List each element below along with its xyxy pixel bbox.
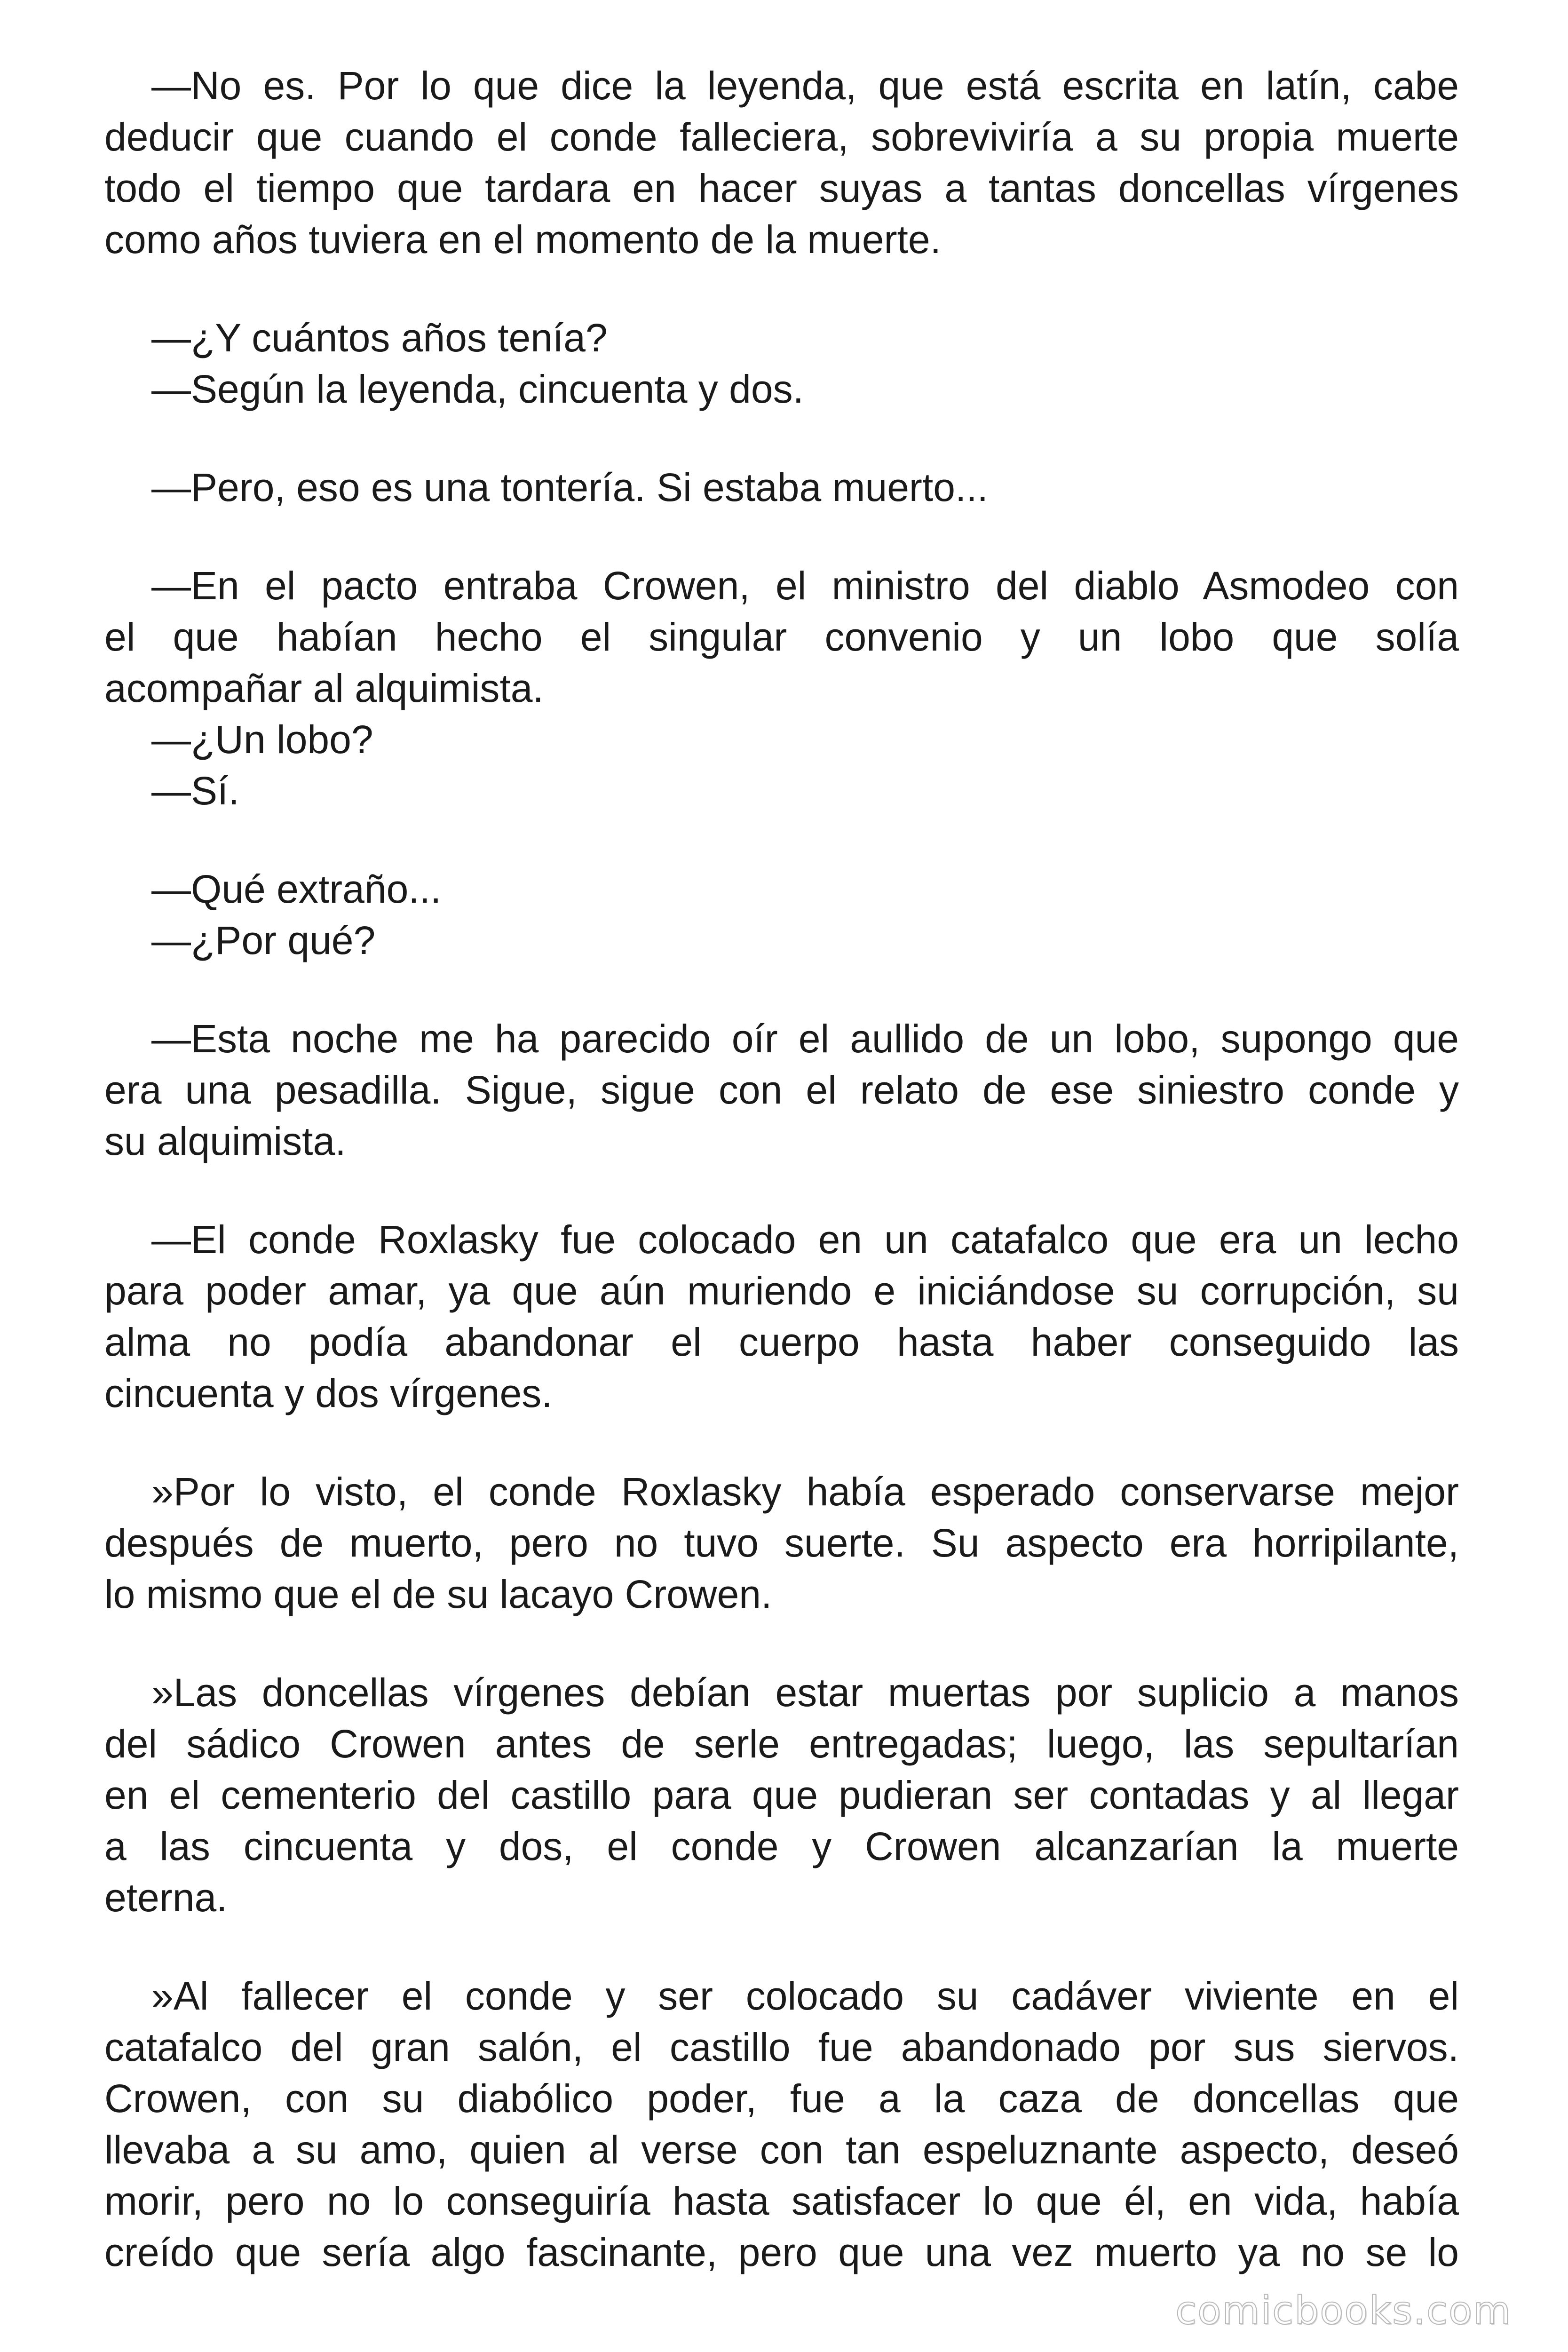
text-line: —Pero, eso es una tontería. Si estaba muerto... <box>151 465 988 509</box>
page-body <box>104 60 1459 2325</box>
paragraph <box>104 864 1459 966</box>
paragraph <box>104 1013 1459 1167</box>
watermark: comicbooks.com <box>1175 2288 1512 2333</box>
text-line: —Qué extraño... <box>151 867 442 911</box>
paragraph <box>104 560 1459 817</box>
text-line: »Al fallecer el conde y ser colocado su cadáver viviente en el <box>151 1974 1459 2018</box>
paragraph <box>104 1466 1459 1620</box>
text-line: —El conde Roxlasky fue colocado en un catafalco que era un lecho <box>151 1217 1459 1262</box>
text-line: era una pesadilla. Sigue, sigue con el relato de ese siniestro conde y <box>104 1068 1459 1112</box>
text-line: del sádico Crowen antes de serle entregadas; luego, las sepultarían <box>104 1722 1459 1766</box>
text-line: en el cementerio del castillo para que pudieran ser contadas y al llegar <box>104 1773 1459 1817</box>
text-line: todo el tiempo que tardara en hacer suyas a tantas doncellas vírgenes <box>104 166 1459 210</box>
text-line: lo mismo que el de su lacayo Crowen. <box>104 1572 772 1616</box>
text-line: a las cincuenta y dos, el conde y Crowen alcanzarían la muerte <box>104 1824 1459 1868</box>
paragraph <box>104 60 1459 265</box>
text-line: acompañar al alquimista. <box>104 666 544 710</box>
text-line: alma no podía abandonar el cuerpo hasta haber conseguido las <box>104 1320 1459 1364</box>
text-line: —Según la leyenda, cincuenta y dos. <box>151 367 804 411</box>
text-line: —¿Un lobo? <box>151 717 373 762</box>
text-line: catafalco del gran salón, el castillo fue abandonado por sus siervos. <box>104 2025 1459 2069</box>
text-line: —No es. Por lo que dice la leyenda, que está escrita en latín, cabe <box>151 64 1459 108</box>
paragraph <box>104 1971 1459 2278</box>
paragraph <box>104 312 1459 415</box>
text-line: —Sí. <box>151 769 239 813</box>
text-line: Crowen, con su diabólico poder, fue a la caza de doncellas que <box>104 2076 1459 2121</box>
text-line: para poder amar, ya que aún muriendo e iniciándose su corrupción, su <box>104 1269 1459 1313</box>
text-line: como años tuviera en el momento de la muerte. <box>104 217 941 262</box>
text-line: —¿Por qué? <box>151 918 376 962</box>
text-line: —Esta noche me ha parecido oír el aullido de un lobo, supongo que <box>151 1017 1459 1061</box>
text-line: el que habían hecho el singular convenio y un lobo que solía <box>104 615 1459 659</box>
text-line: creído que sería algo fascinante, pero que una vez muerto ya no se lo <box>104 2230 1459 2274</box>
text-line: después de muerto, pero no tuvo suerte. Su aspecto era horripilante, <box>104 1521 1459 1565</box>
text-line: llevaba a su amo, quien al verse con tan espeluznante aspecto, deseó <box>104 2128 1459 2172</box>
text-line: »Las doncellas vírgenes debían estar muertas por suplicio a manos <box>151 1670 1459 1715</box>
paragraph <box>104 462 1459 513</box>
text-line: —En el pacto entraba Crowen, el ministro del diablo Asmodeo con <box>151 564 1459 608</box>
text-line: »Por lo visto, el conde Roxlasky había esperado conservarse mejor <box>151 1470 1459 1514</box>
text-line: eterna. <box>104 1875 228 1920</box>
text-line: —¿Y cuántos años tenía? <box>151 316 608 360</box>
paragraph <box>104 1667 1459 1923</box>
paragraph <box>104 1214 1459 1419</box>
text-line: deducir que cuando el conde falleciera, sobreviviría a su propia muerte <box>104 115 1459 159</box>
text-line: cincuenta y dos vírgenes. <box>104 1371 553 1415</box>
text-line: morir, pero no lo conseguiría hasta satisfacer lo que él, en vida, había <box>104 2179 1459 2223</box>
text-line: su alquimista. <box>104 1119 346 1163</box>
